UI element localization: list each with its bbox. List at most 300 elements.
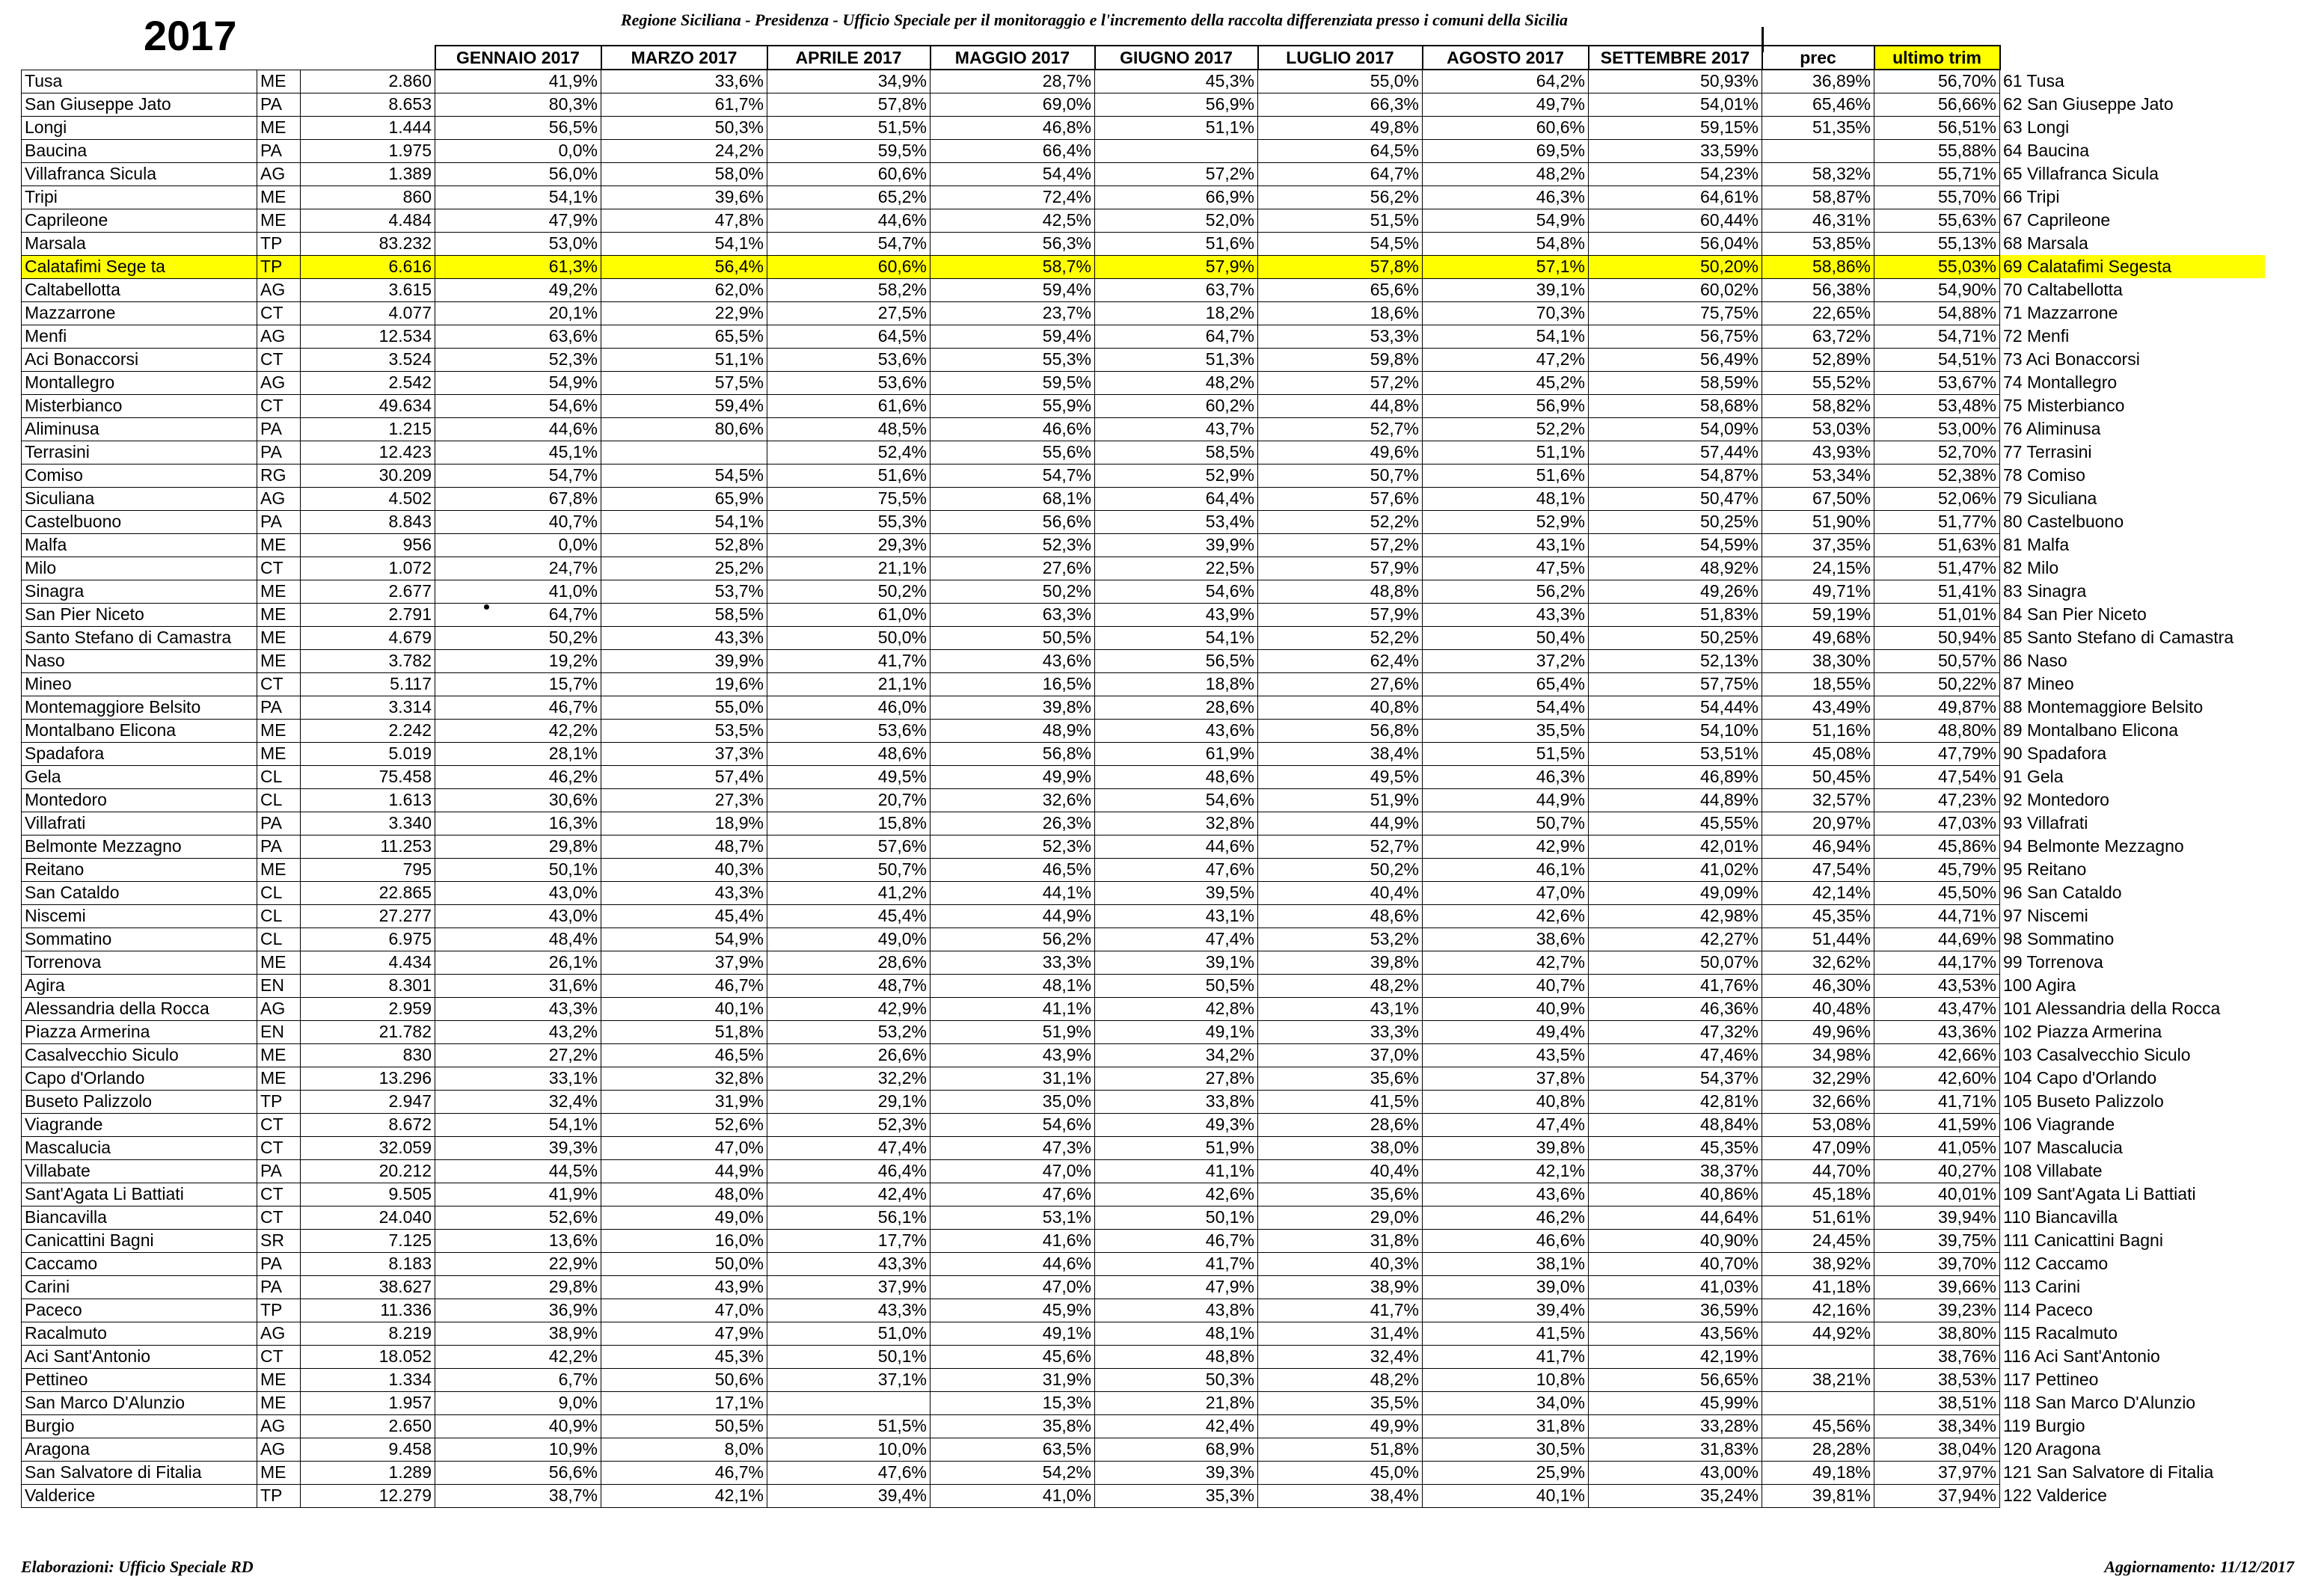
cell-giugno: 41,7%: [1095, 1252, 1258, 1275]
cell-settembre: 40,90%: [1589, 1229, 1762, 1252]
cell-luglio: 32,4%: [1258, 1345, 1423, 1368]
cell-rank-label: 66 Tripi: [2003, 187, 2060, 206]
table-row: [22, 928, 2266, 951]
cell-prec: 50,45%: [1762, 765, 1874, 788]
cell-luglio: 51,9%: [1258, 788, 1423, 812]
cell-settembre: 44,64%: [1589, 1206, 1762, 1229]
cell-ultimo-trim: 50,22%: [1874, 672, 2000, 696]
cell-ultimo-trim: 38,80%: [1874, 1322, 2000, 1345]
table-row: [22, 255, 2266, 278]
cell-luglio: 40,4%: [1258, 1159, 1423, 1183]
cell-giugno: 57,2%: [1095, 162, 1258, 186]
cell-popolazione: 27.277: [301, 904, 435, 928]
cell-aprile: 55,3%: [767, 510, 930, 533]
cell-ultimo-trim: 54,51%: [1874, 348, 2000, 371]
table-row: [22, 1159, 2266, 1183]
table-row: [22, 417, 2266, 441]
cell-provincia: ME: [257, 1043, 301, 1067]
cell-comune: Aliminusa: [22, 417, 257, 441]
cell-luglio: 51,8%: [1258, 1438, 1423, 1461]
cell-ultimo-trim: 44,17%: [1874, 951, 2000, 974]
cell-provincia: AG: [257, 1414, 301, 1438]
cell-settembre: 56,65%: [1589, 1368, 1762, 1391]
cell-aprile: 48,7%: [767, 974, 930, 997]
cell-aprile: 51,6%: [767, 464, 930, 487]
cell-popolazione: 1.334: [301, 1368, 435, 1391]
cell-giugno: 54,6%: [1095, 788, 1258, 812]
cell-popolazione: 2.947: [301, 1090, 435, 1113]
cell-giugno: 47,4%: [1095, 928, 1258, 951]
cell-provincia: TP: [257, 1090, 301, 1113]
cell-agosto: 43,5%: [1423, 1043, 1589, 1067]
cell-ultimo-trim: 38,04%: [1874, 1438, 2000, 1461]
cell-popolazione: 6.975: [301, 928, 435, 951]
cell-agosto: 46,3%: [1423, 765, 1589, 788]
cell-aprile: 53,6%: [767, 719, 930, 742]
cell-comune: Misterbianco: [22, 394, 257, 417]
cell-ultimo-trim: 44,71%: [1874, 904, 2000, 928]
cell-comune: Valderice: [22, 1484, 257, 1507]
cell-marzo: 54,1%: [601, 232, 767, 255]
table-row: [22, 997, 2266, 1020]
cell-gennaio: 54,6%: [435, 394, 601, 417]
cell-provincia: CL: [257, 765, 301, 788]
cell-giugno: 58,5%: [1095, 441, 1258, 464]
cell-settembre: 54,23%: [1589, 162, 1762, 186]
cell-luglio: 57,6%: [1258, 487, 1423, 510]
cell-agosto: 47,4%: [1423, 1113, 1589, 1136]
table-row: [22, 719, 2266, 742]
cell-aprile: 61,6%: [767, 394, 930, 417]
cell-agosto: 56,2%: [1423, 580, 1589, 603]
cell-provincia: ME: [257, 116, 301, 139]
cell-luglio: 45,0%: [1258, 1461, 1423, 1484]
cell-giugno: 43,9%: [1095, 603, 1258, 626]
cell-ultimo-trim: 45,79%: [1874, 858, 2000, 881]
cell-luglio: 29,0%: [1258, 1206, 1423, 1229]
cell-giugno: 50,3%: [1095, 1368, 1258, 1391]
cell-aprile: 61,0%: [767, 603, 930, 626]
cell-maggio: 48,9%: [930, 719, 1095, 742]
cell-luglio: 41,5%: [1258, 1090, 1423, 1113]
cell-luglio: 49,5%: [1258, 765, 1423, 788]
cell-provincia: PA: [257, 510, 301, 533]
cell-gennaio: 40,7%: [435, 510, 601, 533]
cell-gennaio: 44,6%: [435, 417, 601, 441]
cell-gennaio: 32,4%: [435, 1090, 601, 1113]
cell-popolazione: 20.212: [301, 1159, 435, 1183]
cell-gennaio: 47,9%: [435, 209, 601, 232]
cell-provincia: ME: [257, 951, 301, 974]
cell-comune: Torrenova: [22, 951, 257, 974]
cell-agosto: 38,6%: [1423, 928, 1589, 951]
cell-marzo: 54,1%: [601, 510, 767, 533]
cell-gennaio: 0,0%: [435, 139, 601, 162]
cell-luglio: 57,2%: [1258, 371, 1423, 394]
cell-agosto: 35,5%: [1423, 719, 1589, 742]
cell-prec: 44,92%: [1762, 1322, 1874, 1345]
cell-marzo: 52,8%: [601, 533, 767, 557]
cell-aprile: 53,2%: [767, 1020, 930, 1043]
cell-maggio: 54,6%: [930, 1113, 1095, 1136]
table-row: [22, 1067, 2266, 1090]
cell-agosto: 51,6%: [1423, 464, 1589, 487]
table-row: [22, 742, 2266, 765]
cell-comune: Sommatino: [22, 928, 257, 951]
cell-provincia: CL: [257, 881, 301, 904]
cell-agosto: 41,7%: [1423, 1345, 1589, 1368]
cell-agosto: 43,6%: [1423, 1183, 1589, 1206]
cell-rank-label: 111 Canicattini Bagni: [2003, 1230, 2163, 1250]
cell-prec: 51,35%: [1762, 116, 1874, 139]
cell-prec: 42,16%: [1762, 1299, 1874, 1322]
cell-giugno: [1095, 139, 1258, 162]
cell-marzo: 37,9%: [601, 951, 767, 974]
cell-gennaio: 43,0%: [435, 881, 601, 904]
cell-marzo: 18,9%: [601, 812, 767, 835]
cell-agosto: 54,9%: [1423, 209, 1589, 232]
cell-luglio: 44,8%: [1258, 394, 1423, 417]
cell-settembre: 57,75%: [1589, 672, 1762, 696]
cell-popolazione: 12.423: [301, 441, 435, 464]
cell-popolazione: 956: [301, 533, 435, 557]
cell-agosto: 44,9%: [1423, 788, 1589, 812]
cell-maggio: 46,6%: [930, 417, 1095, 441]
cell-popolazione: 2.242: [301, 719, 435, 742]
cell-ultimo-trim: 39,66%: [1874, 1275, 2000, 1299]
col-header-prec: prec: [1762, 46, 1874, 70]
cell-luglio: 57,9%: [1258, 603, 1423, 626]
cell-settembre: 40,86%: [1589, 1183, 1762, 1206]
table-row: [22, 116, 2266, 139]
cell-popolazione: 49.634: [301, 394, 435, 417]
cell-gennaio: 43,2%: [435, 1020, 601, 1043]
cell-settembre: 57,44%: [1589, 441, 1762, 464]
cell-comune: San Marco D'Alunzio: [22, 1391, 257, 1414]
table-row: [22, 487, 2266, 510]
cell-maggio: 56,2%: [930, 928, 1095, 951]
year-title: 2017: [144, 12, 237, 59]
cell-prec: 40,48%: [1762, 997, 1874, 1020]
cell-popolazione: 38.627: [301, 1275, 435, 1299]
cell-agosto: 47,5%: [1423, 557, 1589, 580]
cell-rank-label: 119 Burgio: [2003, 1416, 2085, 1435]
cell-popolazione: 3.782: [301, 649, 435, 672]
cell-gennaio: 56,0%: [435, 162, 601, 186]
cell-settembre: 48,84%: [1589, 1113, 1762, 1136]
cell-prec: 51,44%: [1762, 928, 1874, 951]
table-row: [22, 1322, 2266, 1345]
table-row: [22, 1391, 2266, 1414]
cell-luglio: 48,8%: [1258, 580, 1423, 603]
cell-giugno: 47,9%: [1095, 1275, 1258, 1299]
cell-agosto: 40,7%: [1423, 974, 1589, 997]
cell-rank-label: 100 Agira: [2003, 975, 2076, 995]
cell-settembre: 53,51%: [1589, 742, 1762, 765]
cell-popolazione: 75.458: [301, 765, 435, 788]
cell-luglio: 57,2%: [1258, 533, 1423, 557]
cell-popolazione: 1.215: [301, 417, 435, 441]
cell-giugno: 43,1%: [1095, 904, 1258, 928]
cell-comune: Sant'Agata Li Battiati: [22, 1183, 257, 1206]
cell-gennaio: 44,5%: [435, 1159, 601, 1183]
cell-ultimo-trim: 47,03%: [1874, 812, 2000, 835]
cell-provincia: ME: [257, 649, 301, 672]
cell-giugno: 63,7%: [1095, 278, 1258, 301]
cell-rank-label: 108 Villabate: [2003, 1161, 2103, 1180]
cell-giugno: 42,8%: [1095, 997, 1258, 1020]
cell-agosto: 48,1%: [1423, 487, 1589, 510]
cell-popolazione: 2.860: [301, 70, 435, 93]
cell-marzo: 37,3%: [601, 742, 767, 765]
cell-popolazione: 4.484: [301, 209, 435, 232]
cell-popolazione: 12.279: [301, 1484, 435, 1507]
cell-maggio: 49,9%: [930, 765, 1095, 788]
cell-settembre: 64,61%: [1589, 186, 1762, 209]
cell-giugno: 47,6%: [1095, 858, 1258, 881]
cell-prec: 53,34%: [1762, 464, 1874, 487]
cell-ultimo-trim: 47,23%: [1874, 788, 2000, 812]
table-row: [22, 1090, 2266, 1113]
cell-comune: Alessandria della Rocca: [22, 997, 257, 1020]
cell-prec: 65,46%: [1762, 93, 1874, 116]
cell-ultimo-trim: 40,27%: [1874, 1159, 2000, 1183]
cell-settembre: 50,47%: [1589, 487, 1762, 510]
cell-settembre: 47,32%: [1589, 1020, 1762, 1043]
cell-provincia: CT: [257, 672, 301, 696]
cell-settembre: 33,59%: [1589, 139, 1762, 162]
cell-ultimo-trim: 51,41%: [1874, 580, 2000, 603]
cell-gennaio: 50,2%: [435, 626, 601, 649]
cell-agosto: 50,4%: [1423, 626, 1589, 649]
cell-aprile: 43,3%: [767, 1252, 930, 1275]
cell-settembre: 42,19%: [1589, 1345, 1762, 1368]
cell-luglio: 52,7%: [1258, 417, 1423, 441]
table-row: [22, 301, 2266, 325]
cell-gennaio: 36,9%: [435, 1299, 601, 1322]
cell-giugno: 52,0%: [1095, 209, 1258, 232]
cell-settembre: 35,24%: [1589, 1484, 1762, 1507]
cell-luglio: 38,9%: [1258, 1275, 1423, 1299]
cell-aprile: 57,6%: [767, 835, 930, 858]
cell-maggio: 46,8%: [930, 116, 1095, 139]
cell-giugno: 18,8%: [1095, 672, 1258, 696]
cell-prec: [1762, 1391, 1874, 1414]
cell-rank-label: 79 Siculiana: [2003, 488, 2097, 508]
cell-comune: Mascalucia: [22, 1136, 257, 1159]
cell-aprile: 59,5%: [767, 139, 930, 162]
cell-agosto: 69,5%: [1423, 139, 1589, 162]
cell-marzo: 51,8%: [601, 1020, 767, 1043]
cell-ultimo-trim: 48,80%: [1874, 719, 2000, 742]
table-row: [22, 533, 2266, 557]
cell-comune: Malfa: [22, 533, 257, 557]
cell-marzo: 55,0%: [601, 696, 767, 719]
cell-ultimo-trim: 44,69%: [1874, 928, 2000, 951]
cell-comune: Aragona: [22, 1438, 257, 1461]
cell-provincia: PA: [257, 417, 301, 441]
cell-ultimo-trim: 45,50%: [1874, 881, 2000, 904]
cell-rank-label: 107 Mascalucia: [2003, 1138, 2123, 1157]
table-row: [22, 464, 2266, 487]
cell-provincia: ME: [257, 1461, 301, 1484]
cell-provincia: ME: [257, 626, 301, 649]
cell-prec: 32,29%: [1762, 1067, 1874, 1090]
cell-luglio: 57,9%: [1258, 557, 1423, 580]
cell-ultimo-trim: 54,90%: [1874, 278, 2000, 301]
cell-gennaio: 0,0%: [435, 533, 601, 557]
cell-giugno: 61,9%: [1095, 742, 1258, 765]
cell-prec: 24,45%: [1762, 1229, 1874, 1252]
cell-aprile: 27,5%: [767, 301, 930, 325]
cell-rank-label: 115 Racalmuto: [2003, 1323, 2118, 1343]
cell-ultimo-trim: 51,47%: [1874, 557, 2000, 580]
cell-giugno: 43,6%: [1095, 719, 1258, 742]
cell-maggio: 47,6%: [930, 1183, 1095, 1206]
cell-maggio: 54,2%: [930, 1461, 1095, 1484]
cell-luglio: 57,8%: [1258, 255, 1423, 278]
cell-aprile: 60,6%: [767, 255, 930, 278]
cell-settembre: 60,02%: [1589, 278, 1762, 301]
cell-settembre: 47,46%: [1589, 1043, 1762, 1067]
cell-ultimo-trim: 37,97%: [1874, 1461, 2000, 1484]
cell-agosto: 41,5%: [1423, 1322, 1589, 1345]
cell-agosto: 38,1%: [1423, 1252, 1589, 1275]
cell-settembre: 60,44%: [1589, 209, 1762, 232]
footer-credit: Elaborazioni: Ufficio Speciale RD: [21, 1557, 254, 1576]
cell-aprile: 21,1%: [767, 557, 930, 580]
cell-provincia: ME: [257, 533, 301, 557]
cell-provincia: ME: [257, 719, 301, 742]
cell-giugno: 46,7%: [1095, 1229, 1258, 1252]
cell-agosto: 40,1%: [1423, 1484, 1589, 1507]
table-row: [22, 974, 2266, 997]
cell-marzo: 43,3%: [601, 626, 767, 649]
cell-luglio: 40,3%: [1258, 1252, 1423, 1275]
cell-comune: Montalbano Elicona: [22, 719, 257, 742]
cell-rank-label: 118 San Marco D'Alunzio: [2003, 1393, 2196, 1412]
cell-rank-label: 74 Montallegro: [2003, 372, 2118, 392]
cell-ultimo-trim: 41,71%: [1874, 1090, 2000, 1113]
cell-gennaio: 43,0%: [435, 904, 601, 928]
cell-rank-label: 98 Sommatino: [2003, 929, 2115, 948]
cell-aprile: 20,7%: [767, 788, 930, 812]
cell-giugno: 48,1%: [1095, 1322, 1258, 1345]
cell-luglio: 27,6%: [1258, 672, 1423, 696]
cell-marzo: 43,3%: [601, 881, 767, 904]
cell-provincia: PA: [257, 139, 301, 162]
cell-settembre: 43,56%: [1589, 1322, 1762, 1345]
cell-comune: Montedoro: [22, 788, 257, 812]
cell-prec: 45,35%: [1762, 904, 1874, 928]
cell-aprile: 57,8%: [767, 93, 930, 116]
cell-luglio: 54,5%: [1258, 232, 1423, 255]
cell-gennaio: 15,7%: [435, 672, 601, 696]
cell-settembre: 75,75%: [1589, 301, 1762, 325]
cell-comune: Mineo: [22, 672, 257, 696]
cell-giugno: 54,1%: [1095, 626, 1258, 649]
cell-luglio: 35,5%: [1258, 1391, 1423, 1414]
cell-rank-label: 69 Calatafimi Segesta: [2000, 255, 2266, 278]
table-row: [22, 580, 2266, 603]
cell-settembre: 58,59%: [1589, 371, 1762, 394]
table-row: [22, 788, 2266, 812]
cell-marzo: 47,0%: [601, 1299, 767, 1322]
cell-giugno: 51,3%: [1095, 348, 1258, 371]
cell-popolazione: 83.232: [301, 232, 435, 255]
cell-marzo: 40,1%: [601, 997, 767, 1020]
cell-settembre: 42,98%: [1589, 904, 1762, 928]
cell-aprile: 54,7%: [767, 232, 930, 255]
cell-maggio: 39,8%: [930, 696, 1095, 719]
data-table: [21, 45, 2266, 1508]
col-header-giugno: GIUGNO 2017: [1095, 46, 1258, 70]
cell-maggio: 59,5%: [930, 371, 1095, 394]
cell-aprile: 41,2%: [767, 881, 930, 904]
cell-prec: [1762, 139, 1874, 162]
cell-maggio: 48,1%: [930, 974, 1095, 997]
cell-giugno: 48,2%: [1095, 371, 1258, 394]
cell-marzo: 32,8%: [601, 1067, 767, 1090]
cell-giugno: 41,1%: [1095, 1159, 1258, 1183]
cell-aprile: 46,4%: [767, 1159, 930, 1183]
cell-giugno: 39,9%: [1095, 533, 1258, 557]
cell-settembre: 54,44%: [1589, 696, 1762, 719]
cell-prec: 52,89%: [1762, 348, 1874, 371]
cell-marzo: 40,3%: [601, 858, 767, 881]
cell-maggio: 45,9%: [930, 1299, 1095, 1322]
cell-rank-label: 90 Spadafora: [2003, 743, 2107, 763]
cell-provincia: CL: [257, 788, 301, 812]
cell-marzo: 80,6%: [601, 417, 767, 441]
cell-maggio: 55,3%: [930, 348, 1095, 371]
cell-agosto: 10,8%: [1423, 1368, 1589, 1391]
cell-agosto: 52,2%: [1423, 417, 1589, 441]
table-row: [22, 1229, 2266, 1252]
cell-rank-label: 116 Aci Sant'Antonio: [2003, 1346, 2160, 1366]
cell-comune: Tusa: [22, 70, 257, 93]
cell-marzo: 50,3%: [601, 116, 767, 139]
cell-agosto: 45,2%: [1423, 371, 1589, 394]
cell-marzo: 65,5%: [601, 325, 767, 348]
cell-agosto: 50,7%: [1423, 812, 1589, 835]
cell-maggio: 44,9%: [930, 904, 1095, 928]
cell-ultimo-trim: 38,53%: [1874, 1368, 2000, 1391]
cell-giugno: 50,1%: [1095, 1206, 1258, 1229]
cell-luglio: 48,6%: [1258, 904, 1423, 928]
cell-luglio: 49,6%: [1258, 441, 1423, 464]
cell-rank-label: 61 Tusa: [2003, 71, 2064, 91]
cell-agosto: 51,5%: [1423, 742, 1589, 765]
cell-ultimo-trim: 54,88%: [1874, 301, 2000, 325]
cell-provincia: ME: [257, 1368, 301, 1391]
cell-agosto: 34,0%: [1423, 1391, 1589, 1414]
cell-marzo: 58,5%: [601, 603, 767, 626]
cell-marzo: 49,0%: [601, 1206, 767, 1229]
cell-rank-label: 78 Comiso: [2003, 465, 2085, 485]
cell-rank-label: 95 Reitano: [2003, 859, 2087, 879]
cell-luglio: 66,3%: [1258, 93, 1423, 116]
cell-rank-label: 84 San Pier Niceto: [2003, 604, 2147, 624]
cell-giugno: 51,9%: [1095, 1136, 1258, 1159]
cell-agosto: 42,7%: [1423, 951, 1589, 974]
cell-gennaio: 10,9%: [435, 1438, 601, 1461]
cell-marzo: 27,3%: [601, 788, 767, 812]
cell-maggio: 50,5%: [930, 626, 1095, 649]
cell-prec: 49,18%: [1762, 1461, 1874, 1484]
cell-rank-label: 83 Sinagra: [2003, 581, 2087, 601]
cell-prec: 58,32%: [1762, 162, 1874, 186]
